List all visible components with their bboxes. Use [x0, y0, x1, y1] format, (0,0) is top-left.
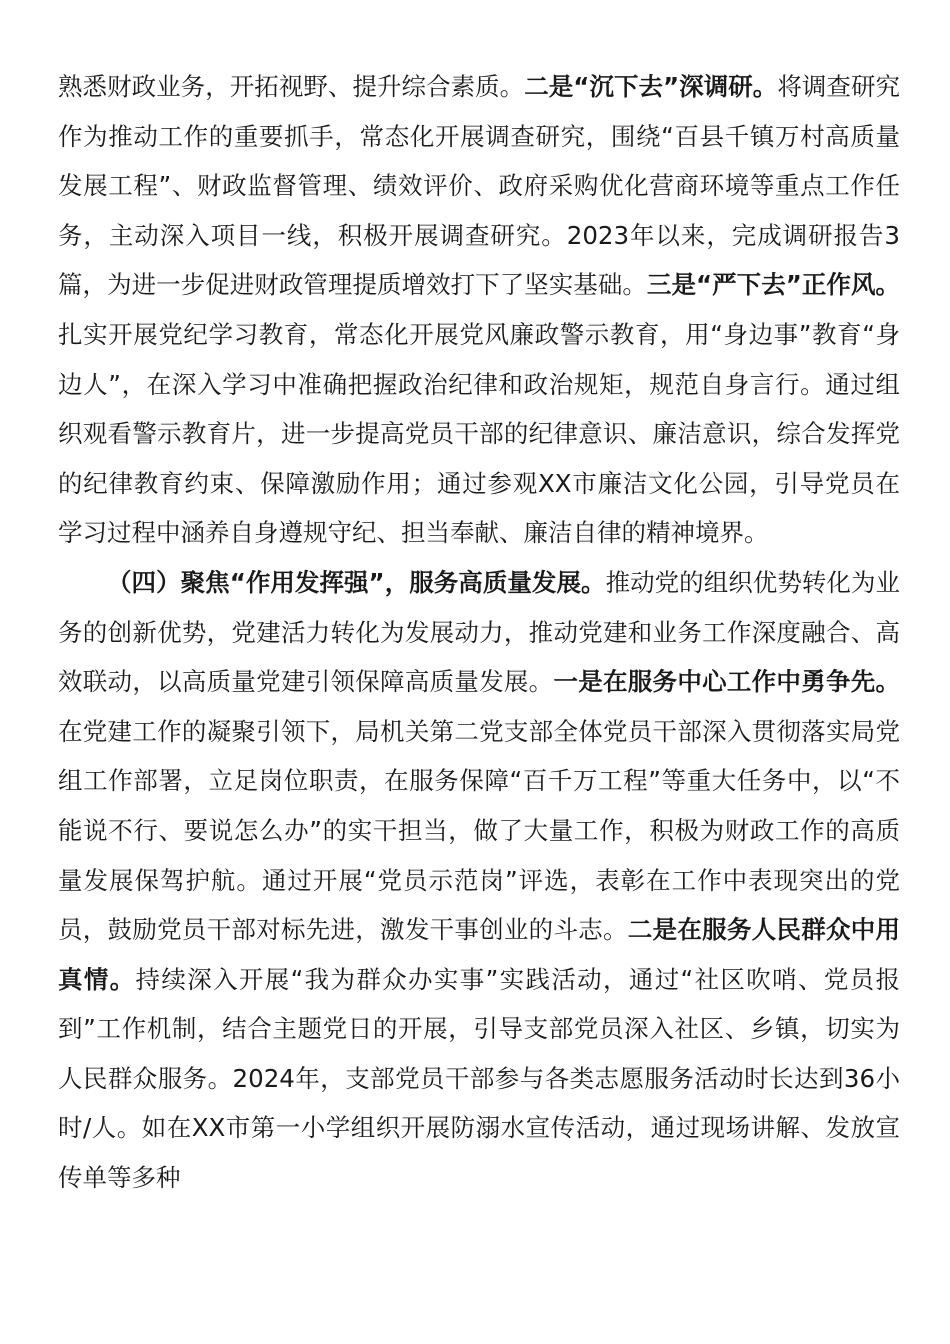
- paragraph-2: [58, 558, 900, 1203]
- heading-point-3: 三是“严下去”正作风。: [646, 270, 900, 300]
- paragraph-1: [58, 62, 900, 558]
- paragraph-1-text-3: 扎实开展党纪学习教育，常态化开展党风廉政警示教育，用“身边事”教育“身边人”，在深入学习中准确把握政治纪律和政治规矩，规范自身言行。通过组织观看警示教育片，进一步提高党员干部的纪律意识、廉洁意识，综合发挥党的纪律教育约束、保障激励作用；通过参观XX市廉洁文化公园，引导党员在学习过程中涵养自身遵规守纪、担当奉献、廉洁自律的精神境界。: [58, 319, 900, 548]
- paragraph-2-text-2: 在党建工作的凝聚引领下，局机关第二党支部全体党员干部深入贯彻落实局党组工作部署，立足岗位职责，在服务保障“百千万工程”等重大任务中，以“不能说不行、要说怎么办”的实干担当，做了大量工作，积极为财政工作的高质量发展保驾护航。通过开展“党员示范岗”评选，表彰在工作中表现突出的党员，鼓励党员干部对标先进，激发干事创业的斗志。: [58, 716, 900, 945]
- heading-point-2b: 二是在服务人民群众中用真情。: [58, 915, 901, 994]
- heading-point-1: 一是在服务中心工作中勇争先。: [553, 667, 900, 697]
- paragraph-2-text-3: 持续深入开展“我为群众办实事”实践活动，通过“社区吹哨、党员报到”工作机制，结合主题党日的开展，引导支部党员深入社区、乡镇，切实为人民群众服务。2024年，支部党员干部参与各类志愿服务活动时长达到36小时/人。如在XX市第一小学组织开展防溺水宣传活动，通过现场讲解、发放宣传单等多种: [58, 964, 901, 1193]
- paragraph-1-text-2: 将调查研究作为推动工作的重要抓手，常态化开展调查研究，围绕“百县千镇万村高质量发展工程”、财政监督管理、绩效评价、政府采购优化营商环境等重点工作任务，主动深入项目一线，积极开展调查研究。2023年以来，完成调研报告3篇，为进一步促进财政管理提质增效打下了坚实基础。: [58, 72, 900, 300]
- paragraph-2-text-1: 推动党的组织优势转化为业务的创新优势，党建活力转化为发展动力，推动党建和业务工作深度融合、高效联动，以高质量党建引领保障高质量发展。: [58, 567, 901, 697]
- heading-point-2: 二是“沉下去”深调研。: [524, 72, 778, 101]
- paragraph-1-text-1: 熟悉财政业务，开拓视野、提升综合素质。: [58, 72, 525, 101]
- section-heading-4: （四）聚焦“作用发挥强”，服务高质量发展。: [107, 567, 606, 597]
- document-page: [58, 62, 900, 1203]
